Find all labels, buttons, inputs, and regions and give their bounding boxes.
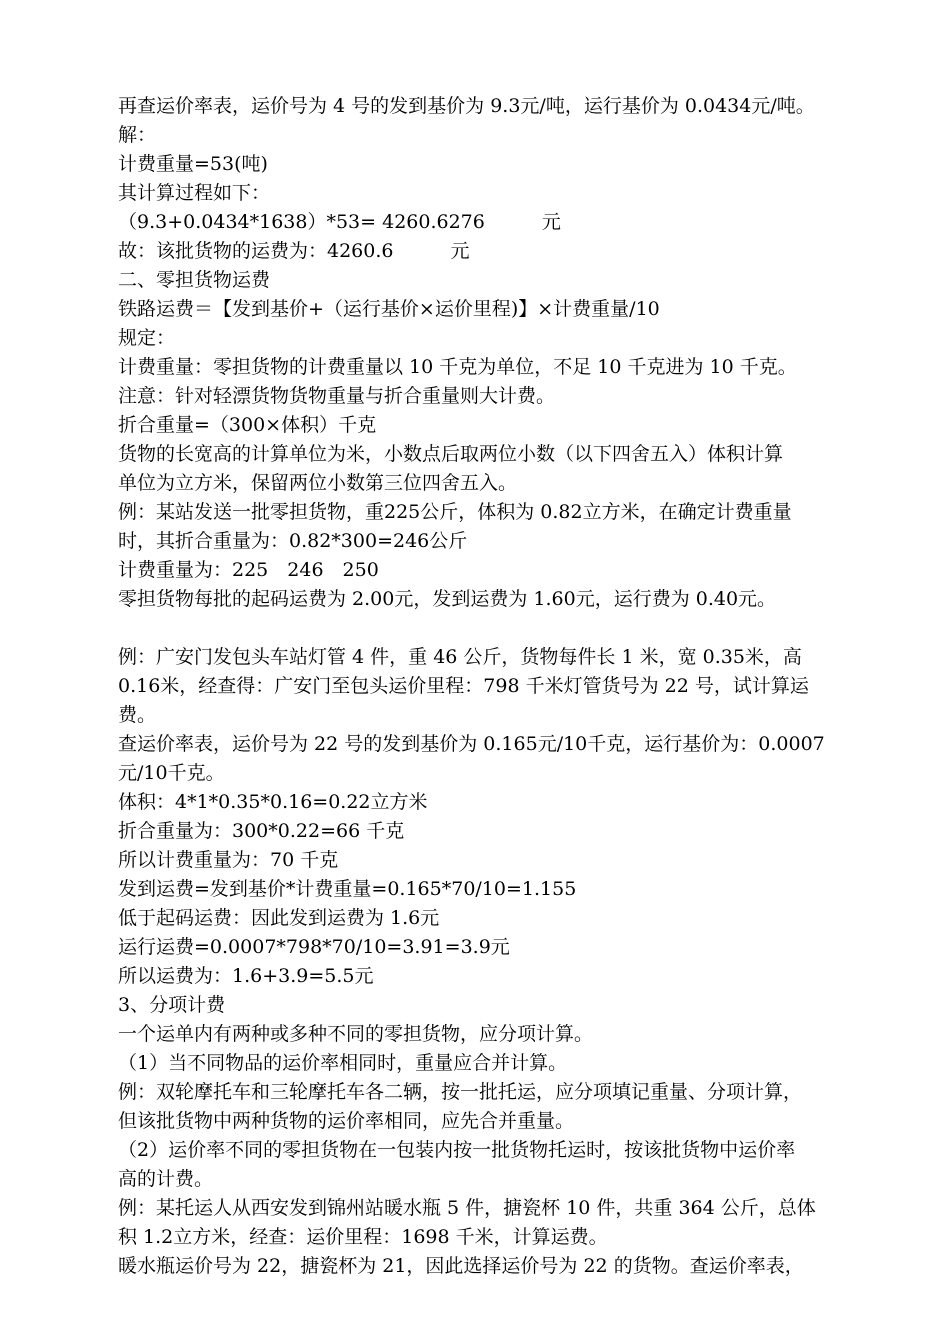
text-line: 注意：针对轻漂货物货物重量与折合重量则大计费。 [118, 385, 556, 407]
text-line: 时，其折合重量为：0.82*300=246公斤 [118, 530, 468, 552]
text-line: 积 1.2立方米，经查：运价里程：1698 千米，计算运费。 [118, 1226, 608, 1248]
text-line: 但该批货物中两种货物的运价率相同，应先合并重量。 [118, 1110, 575, 1132]
text-line: 体积：4*1*0.35*0.16=0.22立方米 [118, 791, 428, 813]
text-line: 故：该批货物的运费为：4260.6 元 [118, 240, 470, 262]
text-line: 例：某托运人从西安发到锦州站暖水瓶 5 件，搪瓷杯 10 件，共重 364 公斤，总体 [118, 1197, 816, 1219]
text-line: 低于起码运费：因此发到运费为 1.6元 [118, 907, 440, 929]
text-line: 折合重量=（300×体积）千克 [118, 414, 377, 436]
text-line: 例：某站发送一批零担货物，重225公斤，体积为 0.82立方米，在确定计费重量 [118, 501, 792, 523]
document-body [118, 92, 908, 1281]
text-line: （1）当不同物品的运价率相同时，重量应合并计算。 [118, 1052, 568, 1074]
blank-line [118, 614, 908, 643]
text-line: 计费重量为：225 246 250 [118, 559, 379, 581]
section-heading: 二、零担货物运费 [118, 269, 271, 291]
text-line: （9.3+0.0434*1638）*53= 4260.6276 元 [118, 211, 561, 233]
text-line: 暖水瓶运价号为 22，搪瓷杯为 21，因此选择运价号为 22 的货物。查运价率表， [118, 1255, 804, 1277]
text-line: 零担货物每批的起码运费为 2.00元，发到运费为 1.60元，运行费为 0.40元。 [118, 588, 777, 610]
text-line: 计费重量=53(吨) [118, 153, 268, 175]
text-line: 规定： [118, 327, 176, 349]
text-line: 发到运费=发到基价*计费重量=0.165*70/10=1.155 [118, 878, 577, 900]
text-line: 例：双轮摩托车和三轮摩托车各二辆，按一批托运，应分项填记重量、分项计算， [118, 1081, 803, 1103]
text-line: 所以计费重量为：70 千克 [118, 849, 339, 871]
text-line: 再查运价率表，运价号为 4 号的发到基价为 9.3元/吨，运行基价为 0.0434元/吨。 [118, 95, 815, 117]
text-line: 一个运单内有两种或多种不同的零担货物，应分项计算。 [118, 1023, 594, 1045]
text-line: 运行运费=0.0007*798*70/10=3.91=3.9元 [118, 936, 510, 958]
text-line: 查运价率表，运价号为 22 号的发到基价为 0.165元/10千克，运行基价为：0.0007 [118, 733, 825, 755]
text-line: 高的计费。 [118, 1168, 214, 1190]
text-line: 单位为立方米，保留两位小数第三位四舍五入。 [118, 472, 518, 494]
text-line: （2）运价率不同的零担货物在一包装内按一批货物托运时，按该批货物中运价率 [118, 1139, 796, 1161]
text-line: 元/10千克。 [118, 762, 225, 784]
text-line: 所以运费为：1.6+3.9=5.5元 [118, 965, 374, 987]
formula-line: 铁路运费＝【发到基价+（运行基价×运价里程)】×计费重量/10 [118, 298, 660, 320]
text-line: 计费重量：零担货物的计费重量以 10 千克为单位，不足 10 千克进为 10 千克。 [118, 356, 797, 378]
text-line: 其计算过程如下： [118, 182, 271, 204]
text-line: 例：广安门发包头车站灯管 4 件，重 46 公斤，货物每件长 1 米，宽 0.35米，高 [118, 646, 802, 668]
text-line: 货物的长宽高的计算单位为米，小数点后取两位小数（以下四舍五入）体积计算 [118, 443, 784, 465]
text-line: 0.16米，经查得：广安门至包头运价里程：798 千米灯管货号为 22 号，试计算运 [118, 675, 809, 697]
text-line: 费。 [118, 704, 157, 726]
text-line: 折合重量为：300*0.22=66 千克 [118, 820, 405, 842]
text-line: 解： [118, 124, 157, 146]
section-heading: 3、分项计费 [118, 994, 226, 1016]
